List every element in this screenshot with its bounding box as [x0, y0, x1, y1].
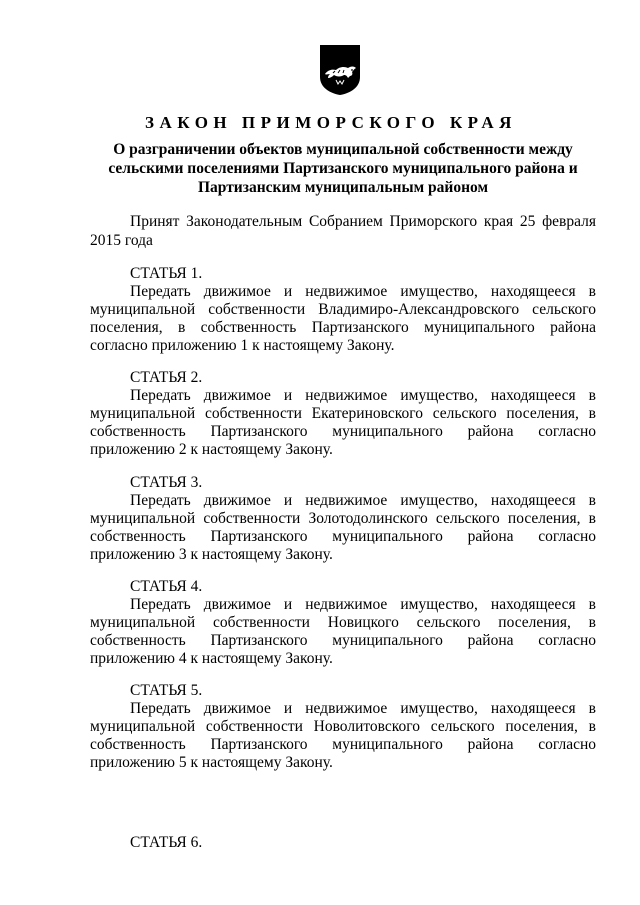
article-5: [90, 682, 596, 772]
article-heading: СТАТЬЯ 1.: [130, 265, 203, 282]
article-text: Передать движимое и недвижимое имущество, находящееся в муниципальной собственности Екатериновского сельского поселения, в собственность Партизанского муниципального района согласно приложению 2 к настоящему Закону.: [90, 387, 596, 458]
article-6: [90, 834, 596, 852]
article-text: Передать движимое и недвижимое имущество, находящееся в муниципальной собственности Владимиро-Александровского сельского поселения, в собственность Партизанского муниципального района согласно приложению 1 к настоящему Закону.: [90, 283, 596, 354]
article-text: Передать движимое и недвижимое имущество, находящееся в муниципальной собственности Золотодолинского сельского поселения, в собственность Партизанского муниципального района согласно приложению 3 к настоящему Закону.: [90, 492, 596, 563]
article-heading: СТАТЬЯ 5.: [130, 682, 203, 699]
law-subtitle: О разграничении объектов муниципальной собственности между сельскими поселениями Партизанского муниципального района и Партизанским муниципальным районом: [108, 141, 578, 196]
article-text: Передать движимое и недвижимое имущество, находящееся в муниципальной собственности Новицкого сельского поселения, в собственность Партизанского муниципального района согласно приложению 4 к настоящему Закону.: [90, 596, 596, 667]
article-heading: СТАТЬЯ 2.: [130, 369, 203, 386]
article-3: [90, 474, 596, 564]
law-title: ЗАКОН ПРИМОРСКОГО КРАЯ: [145, 113, 517, 132]
article-text: Передать движимое и недвижимое имущество, находящееся в муниципальной собственности Новолитовского сельского поселения, в собственность Партизанского муниципального района согласно приложению 5 к настоящему Закону.: [90, 700, 596, 771]
article-1: [90, 265, 596, 355]
article-4: [90, 578, 596, 668]
adoption-statement: Принят Законодательным Собранием Приморского края 25 февраля 2015 года: [90, 213, 596, 249]
article-2: [90, 369, 596, 459]
article-heading: СТАТЬЯ 6.: [130, 834, 203, 851]
article-heading: СТАТЬЯ 4.: [130, 578, 203, 595]
article-heading: СТАТЬЯ 3.: [130, 474, 203, 491]
primorsky-coat-of-arms-icon: [319, 44, 361, 96]
